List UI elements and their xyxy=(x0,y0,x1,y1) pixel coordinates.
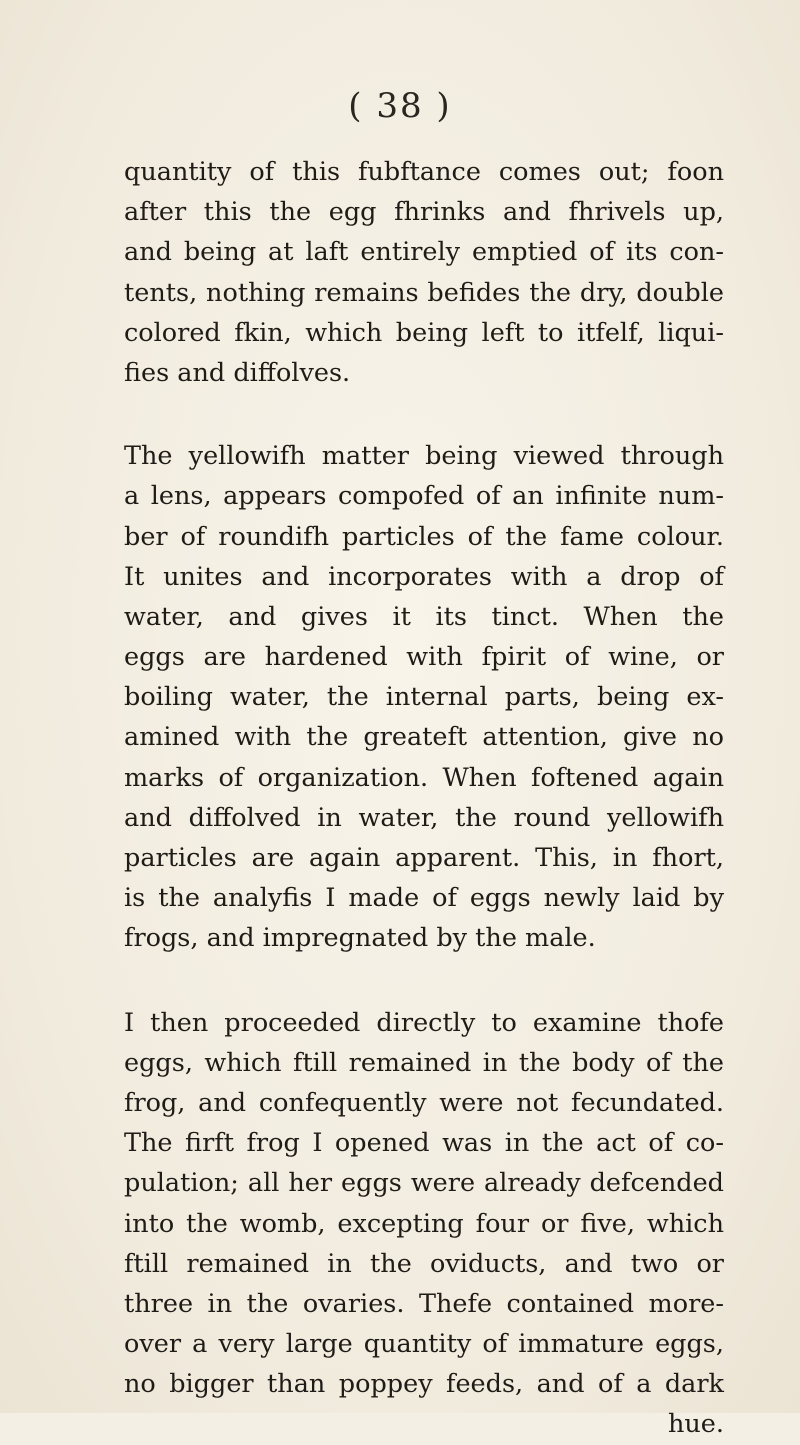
paragraph-2 xyxy=(124,436,724,958)
text-line: ftill remained in the oviducts, and two or xyxy=(124,1248,724,1279)
paragraph-3 xyxy=(124,1003,724,1445)
text-line: ber of roundifh particles of the fame colour. xyxy=(124,521,724,552)
text-line: boiling water, the internal parts, being ex- xyxy=(124,682,724,713)
text-line: three in the ovaries. Thefe contained more- xyxy=(124,1288,724,1319)
text-line: It unites and incorporates with a drop of xyxy=(124,561,724,592)
text-line: I then proceeded directly to examine thofe xyxy=(124,1007,724,1038)
text-line: particles are again apparent. This, in fhort, xyxy=(124,843,724,873)
text-line: and diffolved in water, the round yellowifh xyxy=(124,802,724,833)
body-text xyxy=(124,152,724,1445)
text-line: fies and diffolves. xyxy=(124,357,351,388)
text-line: eggs, which ftill remained in the body of the xyxy=(124,1047,724,1078)
catchword: hue. xyxy=(667,1409,724,1440)
text-line: The firft frog I opened was in the act of co- xyxy=(124,1128,724,1159)
text-line: after this the egg fhrinks and fhrivels up, xyxy=(124,197,724,228)
text-line: a lens, appears compofed of an infinite num- xyxy=(124,481,724,512)
text-line: colored fkin, which being left to itfelf, liqui- xyxy=(124,317,724,348)
text-line: and being at laft entirely emptied of its con- xyxy=(124,237,724,268)
text-line: into the womb, excepting four or five, which xyxy=(124,1208,724,1239)
text-line: amined with the greateft attention, give no xyxy=(124,722,724,753)
text-line: is the analyfis I made of eggs newly laid by xyxy=(124,883,724,914)
text-line: The yellowifh matter being viewed through xyxy=(124,441,724,472)
paragraph-1 xyxy=(124,152,724,393)
text-line: water, and gives it its tinct. When the xyxy=(124,601,724,632)
text-line: no bigger than poppey feeds, and of a dark xyxy=(124,1369,724,1400)
text-line: quantity of this fubftance comes out; foon xyxy=(124,157,724,187)
text-line: eggs are hardened with fpirit of wine, or xyxy=(124,642,724,673)
text-line: frog, and confequently were not fecundated. xyxy=(124,1087,724,1118)
text-line: marks of organization. When foftened again xyxy=(124,762,724,793)
text-line: frogs, and impregnated by the male. xyxy=(124,923,596,954)
text-line: pulation; all her eggs were already defcended xyxy=(124,1168,724,1199)
text-line: over a very large quantity of immature eggs, xyxy=(124,1329,724,1360)
page-number: ( 38 ) xyxy=(348,86,452,126)
text-line: tents, nothing remains befides the dry, double xyxy=(124,277,724,308)
